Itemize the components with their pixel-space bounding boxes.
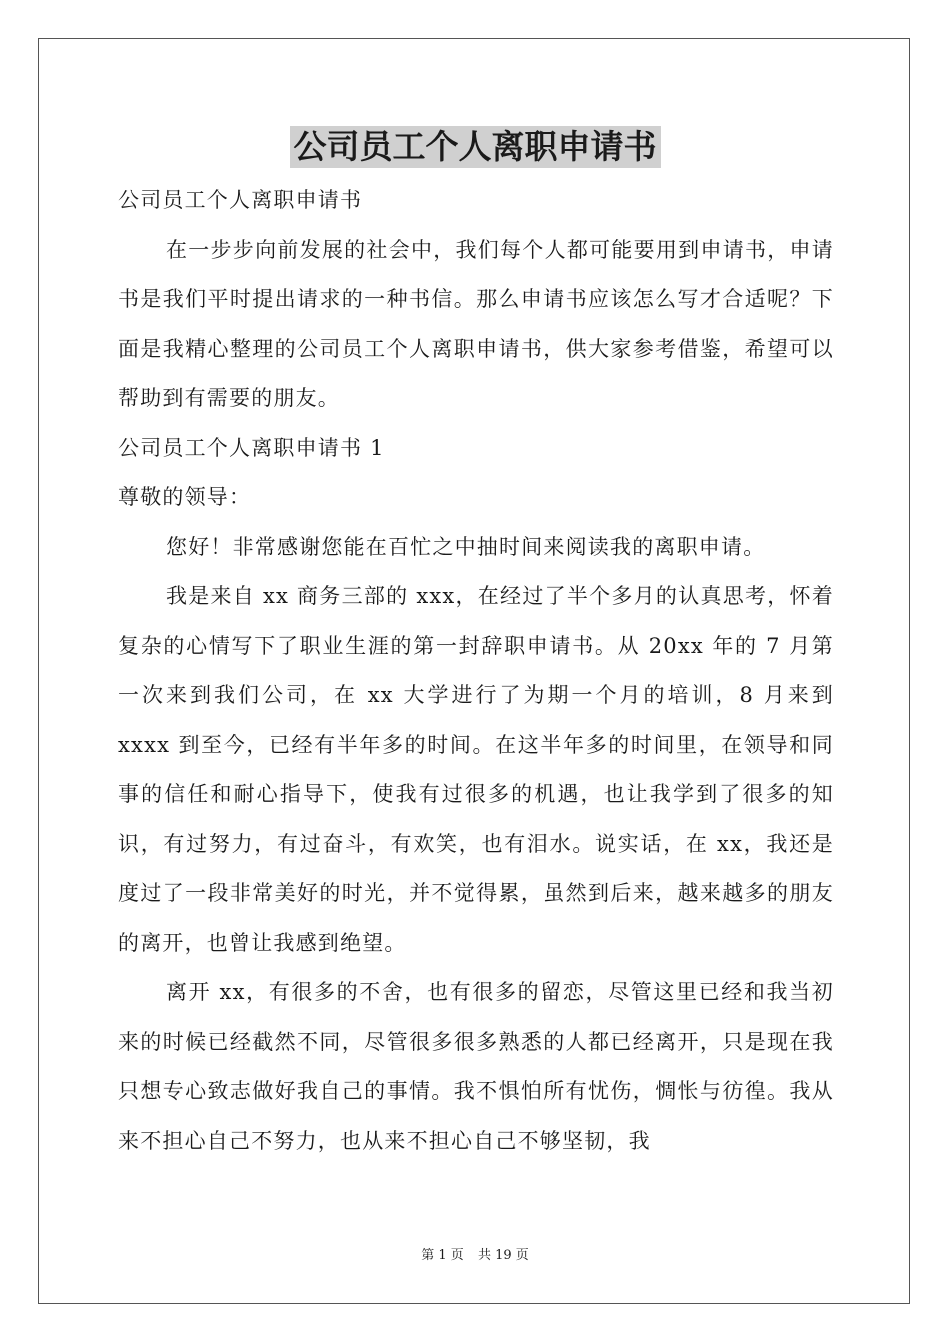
paragraph-intro: 在一步步向前发展的社会中，我们每个人都可能要用到申请书，申请书是我们平时提出请求的一种书信。那么申请书应该怎么写才合适呢？下面是我精心整理的公司员工个人离职申请书，供大家参考借鉴，希望可以帮助到有需要的朋友。 [118,237,834,410]
paragraph-subtitle: 公司员工个人离职申请书 [118,188,363,212]
page-total: 共 19 页 [477,1248,529,1263]
paragraph-heading-1: 公司员工个人离职申请书 1 [118,435,385,460]
document-body [118,176,834,1166]
paragraph-body-2: 离开 xx，有很多的不舍，也有很多的留恋，尽管这里已经和我当初来的时候已经截然不同，尽管很多很多熟悉的人都已经离开，只是现在我只想专心致志做好我自己的事情。我不惧怕所有忧伤，惆怅与彷徨。我从来不担心自己不努力，也从来不担心自己不够坚韧，我 [118,980,834,1153]
paragraph-greeting: 您好！非常感谢您能在百忙之中抽时间来阅读我的离职申请。 [166,534,766,559]
title-wrap [0,126,950,168]
paragraph-salutation: 尊敬的领导： [118,485,252,509]
page-footer [0,1247,950,1265]
paragraph-body-1: 我是来自 xx 商务三部的 xxx，在经过了半个多月的认真思考，怀着复杂的心情写下了职业生涯的第一封辞职申请书。从 20xx 年的 7 月第一次来到我们公司，在 xx 大学进行了为期一个月的培训，8 月来到 xxxx 到至今，已经有半年多的时间。在这半年多的时间里，在领导和同事的信任和耐心指导下，使我有过很多的机遇，也让我学到了很多的知识，有过努力，有过奋斗，有欢笑，也有泪水。说实话，在 xx，我还是度过了一段非常美好的时光，并不觉得累，虽然到后来，越来越多的朋友的离开，也曾让我感到绝望。 [118,584,834,955]
document-title: 公司员工个人离职申请书 [290,126,661,168]
page-number: 第 1 页 [421,1248,464,1263]
